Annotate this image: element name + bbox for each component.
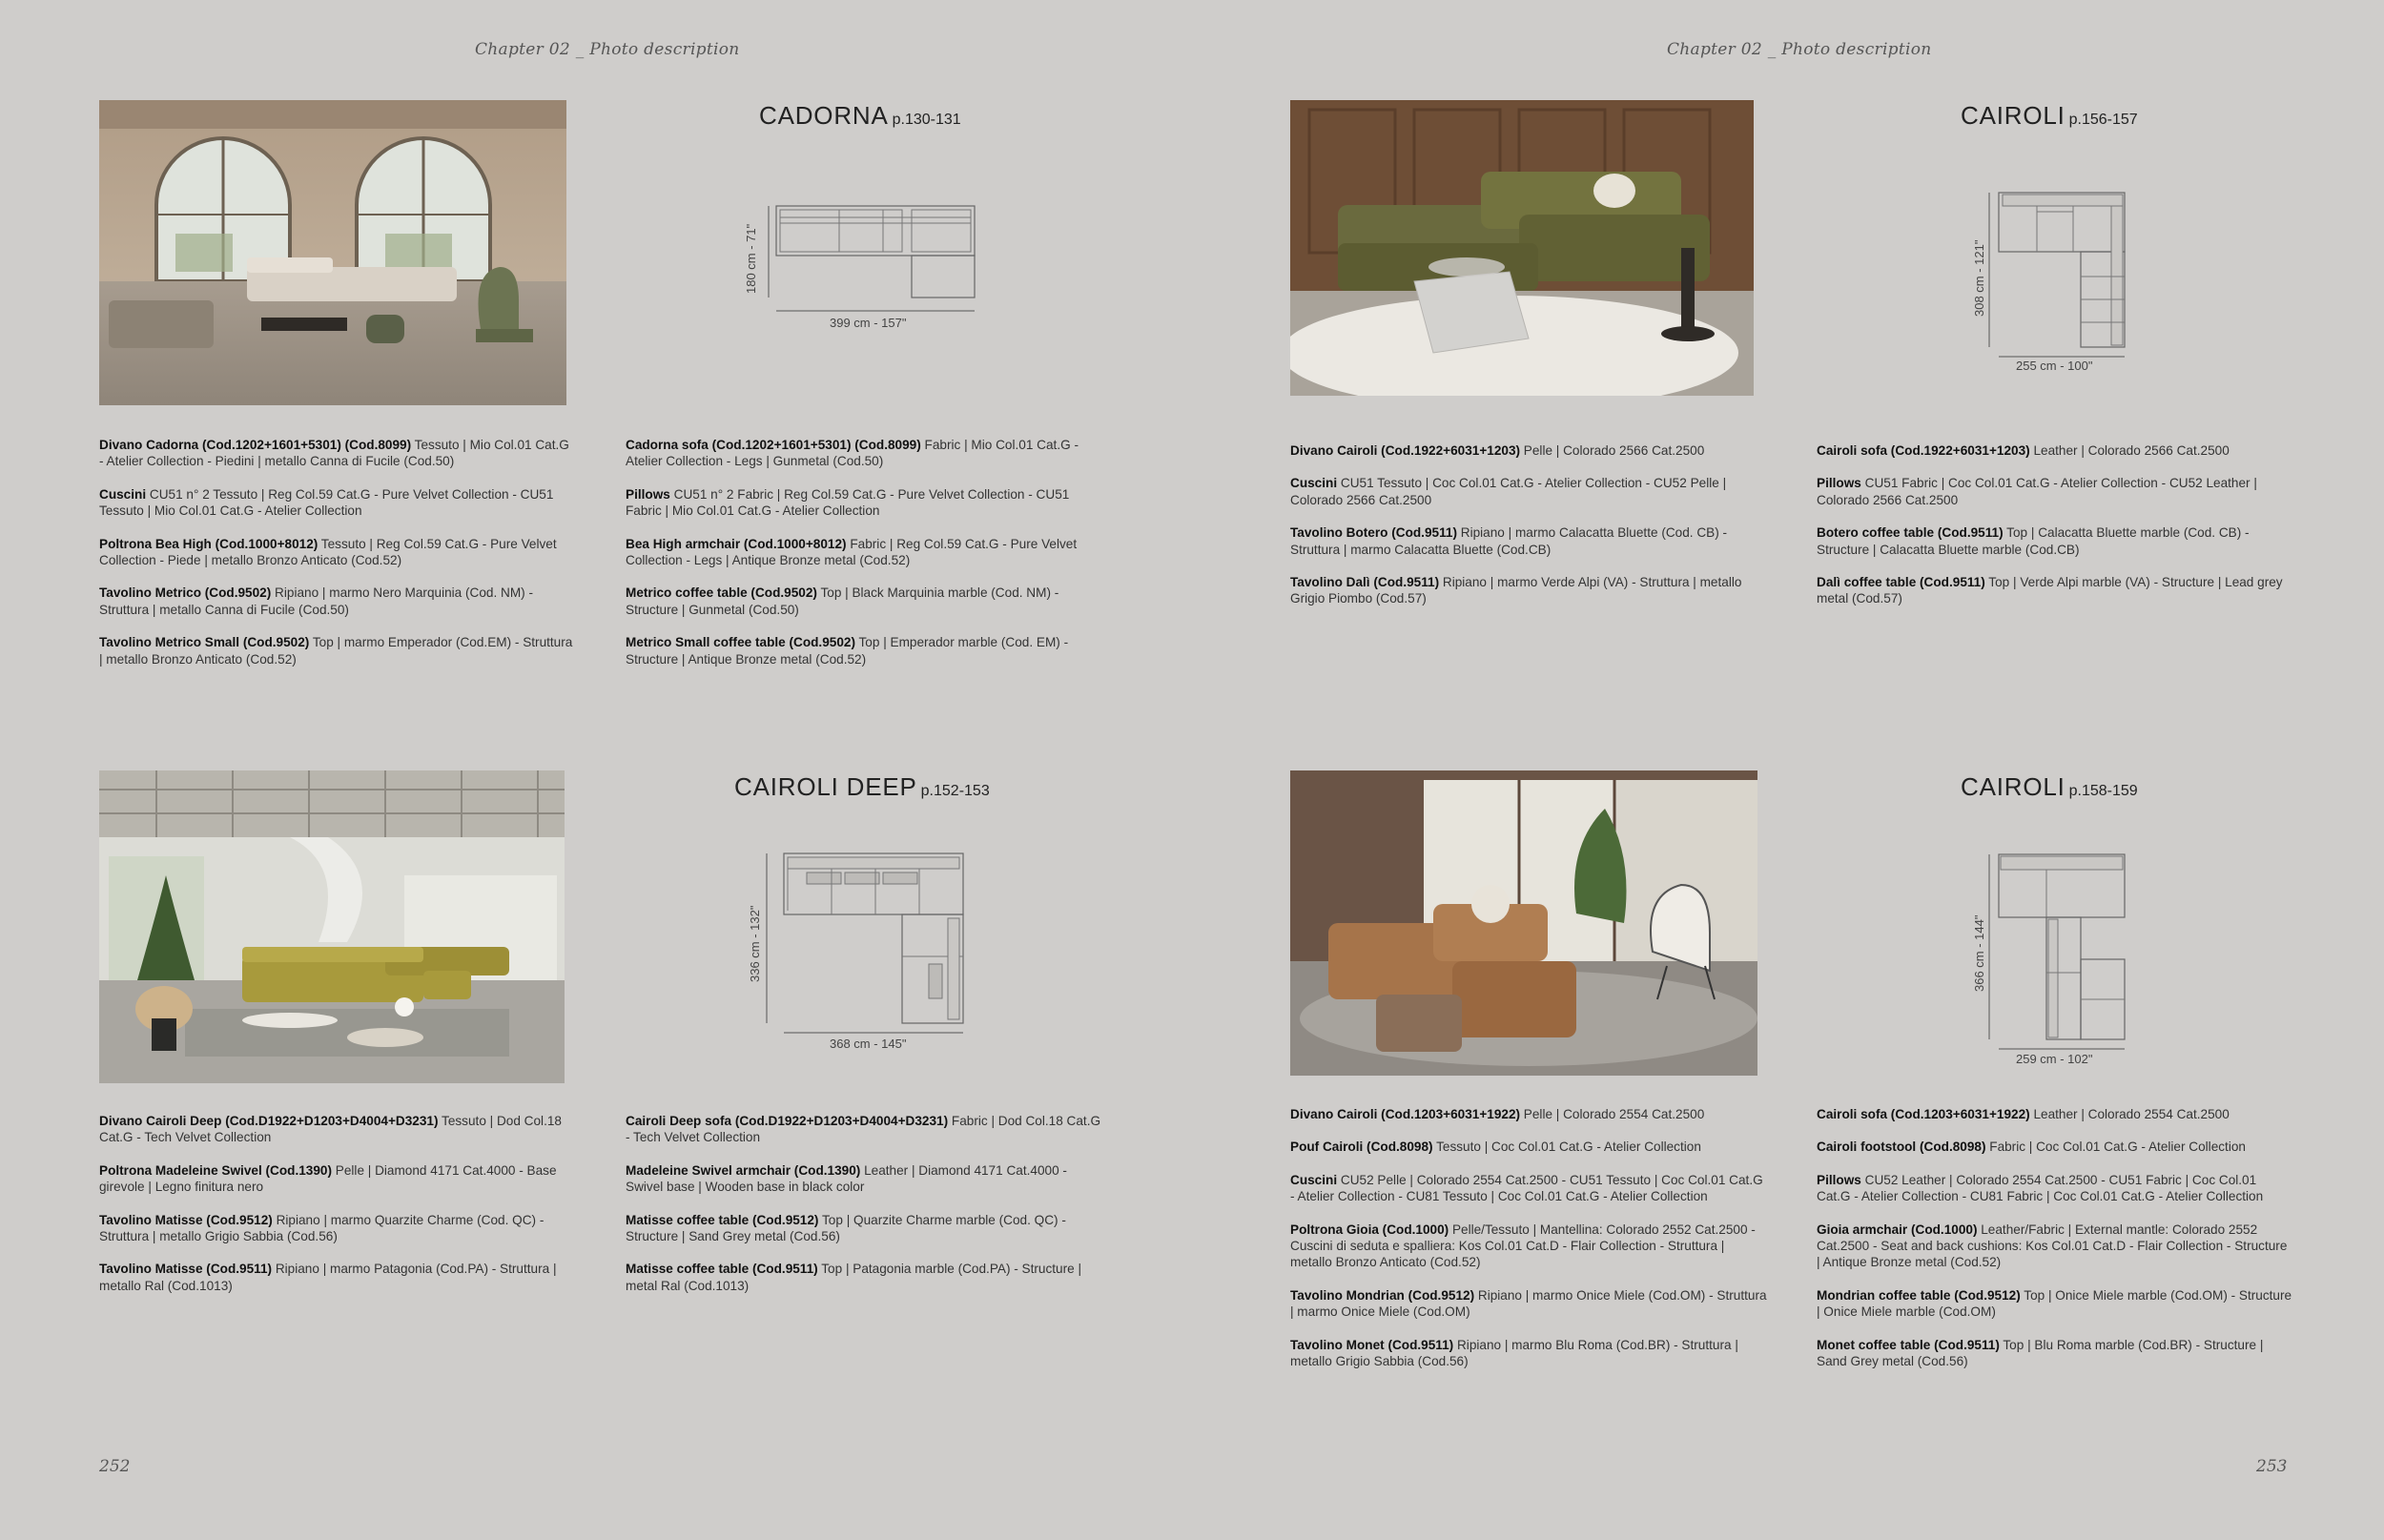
desc-item [99,1261,576,1294]
desc-item [99,1113,576,1146]
desc-item-name: Monet coffee table (Cod.9511) [1817,1337,2000,1352]
desc-item-name: Mondrian coffee table (Cod.9512) [1817,1287,2021,1303]
cairoli-b-floor-plan [1968,849,2159,1073]
desc-item-name: Gioia armchair (Cod.1000) [1817,1222,1978,1237]
desc-item-name: Cuscini [1290,1172,1338,1187]
desc-item-text: Pelle | Diamond 4171 Cat.4000 - Base girevole | Legno finitura nero [99,1162,557,1195]
desc-item [1290,1172,1767,1205]
desc-item-text: Top | Patagonia marble (Cod.PA) - Structure | metal Ral (Cod.1013) [626,1262,1082,1293]
desc-item [99,1212,576,1245]
desc-item-name: Cuscini [99,486,147,502]
desc-item [1817,442,2293,459]
desc-item-name: Matisse coffee table (Cod.9511) [626,1262,818,1277]
desc-item-text: Leather | Diamond 4171 Cat.4000 - Swivel base | Wooden base in black color [626,1162,1067,1195]
desc-item-name: Tavolino Mondrian (Cod.9512) [1290,1287,1475,1303]
desc-item-name: Cairoli sofa (Cod.1203+6031+1922) [1817,1107,2030,1121]
desc-item [99,536,576,569]
desc-item-text: Tessuto | Dod Col.18 Cat.G - Tech Velvet Collection [99,1114,562,1145]
page-number-left: 252 [99,1457,131,1476]
desc-item [1290,475,1767,508]
desc-item-name: Tavolino Monet (Cod.9511) [1290,1337,1454,1352]
desc-item-name: Cairoli sofa (Cod.1922+6031+1203) [1817,443,2030,458]
desc-item-name: Tavolino Matisse (Cod.9511) [99,1262,273,1277]
desc-item [1817,524,2293,558]
cairoli-deep-floor-plan [740,844,997,1063]
desc-item-text: Leather | Colorado 2566 Cat.2500 [2029,443,2230,458]
cadorna-dim-height: 180 cm - 71" [744,223,758,294]
desc-item-text: Top | Verde Alpi marble (VA) - Structure | Lead grey metal (Cod.57) [1817,575,2283,606]
desc-item-name: Tavolino Dalì (Cod.9511) [1290,575,1440,590]
desc-item [626,1261,1102,1294]
desc-item [1817,1222,2293,1271]
cairoli-b-desc-en [1817,1106,2293,1386]
desc-item [1290,574,1767,607]
cairoli-a-desc-en [1817,442,2293,624]
desc-item [1817,475,2293,508]
page-number-right: 253 [2256,1457,2288,1476]
desc-item-text: CU51 Tessuto | Coc Col.01 Cat.G - Atelier Collection - CU52 Pelle | Colorado 2566 Cat.2500 [1290,476,1727,507]
desc-item-name: Poltrona Madeleine Swivel (Cod.1390) [99,1162,332,1178]
desc-item-text: Leather | Colorado 2554 Cat.2500 [2029,1107,2230,1121]
desc-item-name: Tavolino Metrico Small (Cod.9502) [99,635,310,650]
desc-item [99,1162,576,1196]
cadorna-desc-it [99,437,576,684]
desc-item-text: Tessuto | Mio Col.01 Cat.G - Atelier Collection - Piedini | metallo Canna di Fucile (Cod.50) [99,438,569,469]
desc-item [626,486,1102,520]
desc-item-text: Fabric | Dod Col.18 Cat.G - Tech Velvet Collection [626,1114,1101,1145]
desc-item-text: Leather/Fabric | External mantle: Colorado 2552 Cat.2500 - Seat and back cushions: Kos Col.01 Cat.D - Flair Collection - Structure | Antique Bronze metal (Cod.52) [1817,1222,2288,1270]
desc-item-name: Cairoli footstool (Cod.8098) [1817,1140,1986,1155]
desc-item-name: Divano Cairoli Deep (Cod.D1922+D1203+D4004+D3231) [99,1114,439,1128]
desc-item [1290,1337,1767,1370]
desc-item [1817,1287,2293,1321]
cadorna-desc-en [626,437,1102,684]
desc-item-name: Divano Cadorna (Cod.1202+1601+5301) (Cod.8099) [99,438,412,452]
desc-item-text: CU51 n° 2 Fabric | Reg Col.59 Cat.G - Pure Velvet Collection - CU51 Fabric | Mio Col.01 Cat.G - Atelier Collection [626,486,1070,519]
desc-item-text: Pelle | Colorado 2566 Cat.2500 [1520,443,1705,458]
desc-item-name: Tavolino Metrico (Cod.9502) [99,585,272,601]
desc-item-text: Ripiano | marmo Calacatta Bluette (Cod. CB) - Struttura | marmo Calacatta Bluette (Cod.CB) [1290,525,1728,557]
desc-item-name: Pillows [626,486,670,502]
desc-item-text: Top | Emperador marble (Cod. EM) - Structure | Antique Bronze metal (Cod.52) [626,635,1069,667]
desc-item-name: Tavolino Botero (Cod.9511) [1290,525,1457,541]
desc-item-text: CU51 Fabric | Coc Col.01 Cat.G - Atelier Collection - CU52 Leather | Colorado 2566 Cat.2500 [1817,476,2257,507]
desc-item [99,437,576,470]
cairoli-deep-photo [99,770,565,1083]
desc-item-name: Cuscini [1290,476,1338,491]
desc-item [1817,1337,2293,1370]
cairoli-a-desc-it [1290,442,1767,624]
desc-item-name: Divano Cairoli (Cod.1203+6031+1922) [1290,1107,1521,1121]
desc-item-text: CU52 Pelle | Colorado 2554 Cat.2500 - CU51 Tessuto | Coc Col.01 Cat.G - Atelier Collection - CU81 Tessuto | Coc Col.01 Cat.G - Atelier Collection [1290,1172,1763,1204]
desc-item-text: Tessuto | Reg Col.59 Cat.G - Pure Velvet Collection - Piede | metallo Bronzo Anticato (Cod.52) [99,536,557,568]
desc-item-text: Fabric | Coc Col.01 Cat.G - Atelier Collection [1985,1140,2246,1155]
cadorna-floor-plan [734,191,992,348]
desc-item-name: Pillows [1817,1172,1861,1187]
desc-item [626,1212,1102,1245]
desc-item [1290,1106,1767,1122]
cairoli-b-desc-it [1290,1106,1767,1386]
desc-item-text: Pelle | Colorado 2554 Cat.2500 [1520,1107,1705,1121]
desc-item-text: Top | Black Marquinia marble (Cod. NM) - Structure | Gunmetal (Cod.50) [626,585,1059,617]
desc-item-text: CU52 Leather | Colorado 2554 Cat.2500 - CU51 Fabric | Coc Col.01 Cat.G - Atelier Collection - CU81 Fabric | Coc Col.01 Cat.G - Atelier Collection [1817,1172,2264,1204]
desc-item-text: Top | Onice Miele marble (Cod.OM) - Structure | Onice Miele marble (Cod.OM) [1817,1287,2292,1320]
desc-item-text: Fabric | Mio Col.01 Cat.G - Atelier Collection - Legs | Gunmetal (Cod.50) [626,438,1079,469]
desc-item [1290,442,1767,459]
cairoli-a-title: CAIROLI p.156-157 [1961,101,2138,130]
cairoli-b-photo [1290,770,1757,1076]
cairoli-deep-desc-en [626,1113,1102,1310]
desc-item [1290,1139,1767,1155]
desc-item [626,1113,1102,1146]
desc-item-name: Dalì coffee table (Cod.9511) [1817,575,1985,590]
desc-item [99,486,576,520]
cairoli-b-dim-width: 259 cm - 102" [2016,1052,2093,1066]
cairoli-a-photo [1290,100,1754,396]
desc-item [1817,1106,2293,1122]
desc-item-name: Tavolino Matisse (Cod.9512) [99,1212,273,1227]
cairoli-a-dim-height: 308 cm - 121" [1972,239,1986,317]
desc-item-text: Ripiano | marmo Nero Marquinia (Cod. NM) - Struttura | metallo Canna di Fucile (Cod.50) [99,585,534,617]
desc-item-text: Pelle/Tessuto | Mantellina: Colorado 2552 Cat.2500 - Cuscini di seduta e spalliera: Kos Col.01 Cat.D - Flair Collection - Struttura | metallo Bronzo Anticato (Cod.52) [1290,1222,1756,1270]
desc-item-name: Metrico coffee table (Cod.9502) [626,585,817,601]
desc-item [626,437,1102,470]
desc-item-text: Top | marmo Emperador (Cod.EM) - Struttura | metallo Bronzo Anticato (Cod.52) [99,635,573,667]
desc-item-text: Ripiano | marmo Onice Miele (Cod.OM) - Struttura | marmo Onice Miele (Cod.OM) [1290,1287,1767,1320]
desc-item [626,1162,1102,1196]
cairoli-deep-title: CAIROLI DEEP p.152-153 [734,772,990,801]
desc-item-text: Fabric | Reg Col.59 Cat.G - Pure Velvet Collection - Legs | Antique Bronze metal (Cod.52) [626,536,1078,568]
desc-item-name: Botero coffee table (Cod.9511) [1817,525,2004,541]
cairoli-deep-dim-height: 336 cm - 132" [748,905,762,982]
desc-item [1290,1287,1767,1321]
desc-item-text: Top | Calacatta Bluette marble (Cod. CB) - Structure | Calacatta Bluette marble (Cod.CB) [1817,525,2250,557]
desc-item-name: Cadorna sofa (Cod.1202+1601+5301) (Cod.8099) [626,438,921,452]
desc-item [1817,1139,2293,1155]
desc-item-name: Pouf Cairoli (Cod.8098) [1290,1140,1433,1155]
desc-item [1817,574,2293,607]
desc-item-text: Top | Blu Roma marble (Cod.BR) - Structure | Sand Grey metal (Cod.56) [1817,1337,2264,1369]
desc-item-name: Pillows [1817,476,1861,491]
desc-item [1290,524,1767,558]
desc-item-text: Ripiano | marmo Blu Roma (Cod.BR) - Struttura | metallo Grigio Sabbia (Cod.56) [1290,1337,1738,1369]
cadorna-dim-width: 399 cm - 157" [830,316,907,330]
desc-item [626,634,1102,667]
desc-item [99,585,576,618]
desc-item-text: Ripiano | marmo Verde Alpi (VA) - Struttura | metallo Grigio Piombo (Cod.57) [1290,575,1742,606]
desc-item [1817,1172,2293,1205]
cairoli-b-dim-height: 366 cm - 144" [1972,914,1986,992]
cairoli-a-floor-plan [1968,181,2159,386]
desc-item [1290,1222,1767,1271]
desc-item-name: Matisse coffee table (Cod.9512) [626,1212,819,1227]
desc-item [626,536,1102,569]
chapter-header-right: Chapter 02 _ Photo description [1667,40,1932,59]
desc-item-text: Ripiano | marmo Quarzite Charme (Cod. QC) - Struttura | metallo Grigio Sabbia (Cod.56) [99,1212,545,1244]
desc-item-name: Poltrona Bea High (Cod.1000+8012) [99,536,319,551]
cairoli-deep-dim-width: 368 cm - 145" [830,1037,907,1051]
cairoli-deep-desc-it [99,1113,576,1310]
chapter-header-left: Chapter 02 _ Photo description [475,40,740,59]
desc-item-name: Divano Cairoli (Cod.1922+6031+1203) [1290,443,1521,458]
cadorna-photo [99,100,566,405]
desc-item-name: Bea High armchair (Cod.1000+8012) [626,536,847,551]
desc-item-name: Madeleine Swivel armchair (Cod.1390) [626,1162,861,1178]
desc-item [99,634,576,667]
cairoli-a-dim-width: 255 cm - 100" [2016,359,2093,373]
desc-item-text: Tessuto | Coc Col.01 Cat.G - Atelier Collection [1432,1140,1701,1155]
desc-item-name: Poltrona Gioia (Cod.1000) [1290,1222,1449,1237]
cadorna-title: CADORNA p.130-131 [759,101,961,130]
desc-item [626,585,1102,618]
desc-item-text: CU51 n° 2 Tessuto | Reg Col.59 Cat.G - Pure Velvet Collection - CU51 Tessuto | Mio Col.01 Cat.G - Atelier Collection [99,486,554,519]
desc-item-name: Cairoli Deep sofa (Cod.D1922+D1203+D4004+D3231) [626,1114,949,1128]
cairoli-b-title: CAIROLI p.158-159 [1961,772,2138,801]
desc-item-text: Ripiano | marmo Patagonia (Cod.PA) - Struttura | metallo Ral (Cod.1013) [99,1262,557,1293]
desc-item-name: Metrico Small coffee table (Cod.9502) [626,635,855,650]
desc-item-text: Top | Quarzite Charme marble (Cod. QC) - Structure | Sand Grey metal (Cod.56) [626,1212,1066,1244]
